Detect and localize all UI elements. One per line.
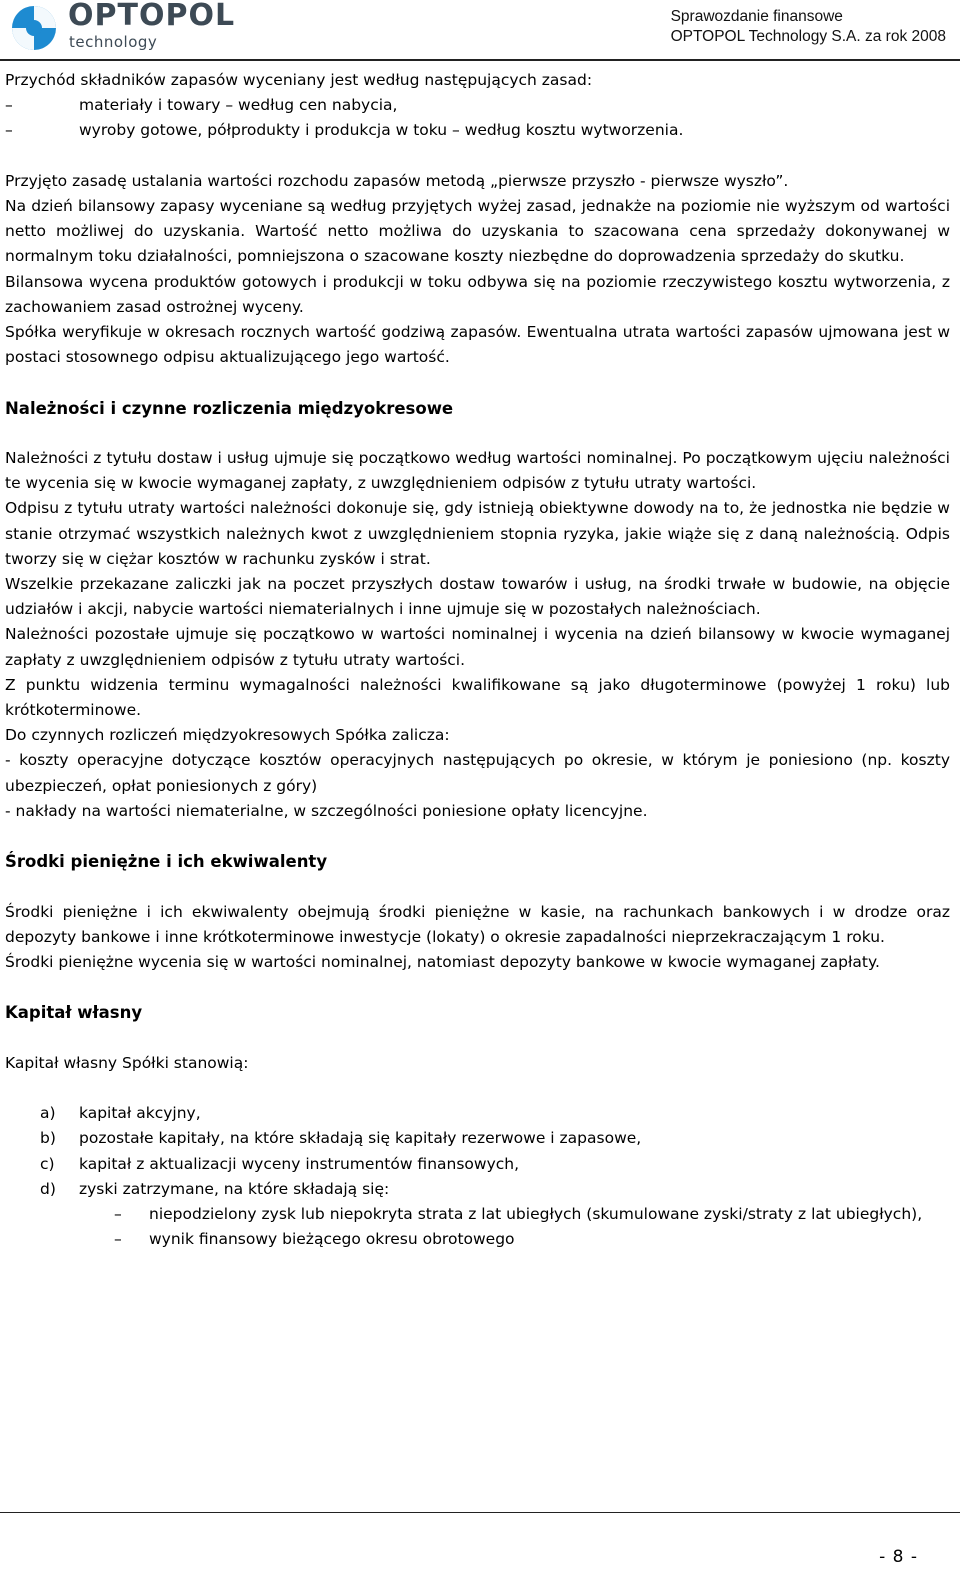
paragraph: Na dzień bilansowy zapasy wyceniane są według przyjętych wyżej zasad, jednakże na poziomie nie wyższym od wartości netto możliwej do uzyskania. Wartość netto możliwa do uzyskania to szacowana cena sprzedaży dokonywanej w normalnym toku działalności, pomniejszona o szacowane koszty niezbędne do doprowadzenia sprzedaży do skutku.: [5, 197, 950, 266]
list-item: [5, 1177, 950, 1253]
inventory-intro: Przychód składników zapasów wyceniany jest według następujących zasad:: [5, 71, 593, 89]
paragraph: Należności pozostałe ujmuje się początkowo w wartości nominalnej i wycenia na dzień bilansowy w kwocie wymaganej zapłaty z uwzględnieniem odpisów z tytułu utraty wartości.: [5, 625, 950, 669]
optopol-logo: [10, 2, 260, 56]
list-item-text: wynik finansowy bieżącego okresu obrotowego: [149, 1230, 515, 1249]
logo-name: OPTOPOL: [68, 0, 236, 33]
list-marker: b): [40, 1129, 56, 1148]
paragraph: - nakłady na wartości niematerialne, w szczególności poniesione opłaty licencyjne.: [5, 801, 648, 820]
list-item-text: wyroby gotowe, półprodukty i produkcja w toku – według kosztu wytworzenia.: [79, 121, 684, 140]
paragraph: Odpisu z tytułu utraty wartości należności dokonuje się, gdy istnieją obiektywne dowody na to, że jednostka nie będzie w stanie otrzymać wszystkich należnych kwot z uwzględnieniem stopnia ryzyka, jakie wiąże się z daną należnością. Odpis tworzy się w ciężar kosztów w rachunku zysków i strat.: [5, 499, 950, 568]
list-item: [79, 1227, 950, 1252]
header-divider: [0, 59, 960, 61]
section-heading-equity: Kapitał własny: [5, 1003, 143, 1023]
paragraph: Przyjęto zasadę ustalania wartości rozchodu zapasów metodą „pierwsze przyszło - pierwsze wyszło”.: [5, 171, 789, 190]
list-item: [5, 1101, 950, 1126]
paragraph: Należności z tytułu dostaw i usług ujmuje się początkowo według wartości nominalnej. Po początkowym ujęciu należności te wycenia się w kwocie wymaganej zapłaty, z uwzględnieniem odpisów z tytułu utraty wartości.: [5, 449, 950, 493]
logo-subtitle: technology: [69, 33, 158, 51]
optopol-logo-icon: [10, 4, 58, 52]
header-line-1: Sprawozdanie finansowe: [670, 8, 843, 25]
paragraph: Środki pieniężne i ich ekwiwalenty obejmują środki pieniężne w kasie, na rachunkach bankowych i w drodze oraz depozyty bankowe i inne krótkoterminowe inwestycje (lokaty) o okresie zapadalności nieprzekraczającym 1 roku.: [5, 902, 950, 946]
dash-bullet: –: [5, 121, 13, 140]
list-item: [5, 93, 950, 118]
list-marker: c): [40, 1154, 55, 1173]
paragraph: Bilansowa wycena produktów gotowych i produkcji w toku odbywa się na poziomie rzeczywistego kosztu wytworzenia, z zachowaniem zasad ostrożnej wyceny.: [5, 272, 950, 316]
retained-earnings-list: [79, 1202, 950, 1252]
list-item: [5, 1152, 950, 1177]
section-heading-receivables: Należności i czynne rozliczenia międzyokresowe: [5, 398, 454, 418]
footer-divider: [0, 1512, 960, 1513]
list-item-text: pozostałe kapitały, na które składają się kapitały rezerwowe i zapasowe,: [79, 1129, 642, 1148]
header-line-2: OPTOPOL Technology S.A. za rok 2008: [670, 28, 946, 45]
section-heading-cash: Środki pieniężne i ich ekwiwalenty: [5, 852, 328, 872]
header-title: [671, 7, 946, 47]
equity-intro: Kapitał własny Spółki stanowią:: [5, 1053, 249, 1072]
paragraph: Spółka weryfikuje w okresach rocznych wartość godziwą zapasów. Ewentualna utrata wartości zapasów ujmowana jest w postaci stosownego odpisu aktualizującego jego wartość.: [5, 323, 950, 367]
dash-bullet: –: [114, 1205, 122, 1224]
list-marker: a): [40, 1104, 56, 1123]
list-item-text: niepodzielony zysk lub niepokryta strata z lat ubiegłych (skumulowane zyski/straty z lat ubiegłych),: [149, 1205, 923, 1224]
page-number: - 8 -: [879, 1547, 918, 1567]
list-item-text: kapitał akcyjny,: [79, 1104, 201, 1123]
list-item: [5, 1126, 950, 1151]
paragraph: Środki pieniężne wycenia się w wartości nominalnej, natomiast depozyty bankowe w kwocie wymaganej zapłaty.: [5, 953, 880, 972]
dash-bullet: –: [5, 96, 13, 115]
list-item-text: zyski zatrzymane, na które składają się:: [79, 1179, 390, 1198]
paragraph: Z punktu widzenia terminu wymagalności należności kwalifikowane są jako długoterminowe (powyżej 1 roku) lub krótkoterminowe.: [5, 675, 950, 720]
document-body: [5, 68, 950, 1252]
dash-bullet: –: [114, 1230, 122, 1249]
paragraph: - koszty operacyjne dotyczące kosztów operacyjnych następujących po okresie, w którym je poniesiono (np. koszty ubezpieczeń, opłat poniesionych z góry): [5, 751, 950, 795]
list-item: [5, 118, 950, 143]
page-header: [0, 0, 960, 62]
list-item-text: kapitał z aktualizacji wyceny instrumentów finansowych,: [79, 1154, 520, 1173]
paragraph: Wszelkie przekazane zaliczki jak na poczet przyszłych dostaw towarów i usług, na środki trwałe w budowie, na objęcie udziałów i akcji, nabycie wartości niematerialnych i inne ujmuje się w pozostałych należnościach.: [5, 575, 950, 619]
list-item-text: materiały i towary – według cen nabycia,: [79, 96, 398, 115]
list-item: [79, 1202, 950, 1227]
equity-list: [5, 1101, 950, 1252]
paragraph: Do czynnych rozliczeń międzyokresowych Spółka zalicza:: [5, 726, 450, 745]
inventory-list: [5, 93, 950, 143]
list-marker: d): [40, 1179, 56, 1198]
